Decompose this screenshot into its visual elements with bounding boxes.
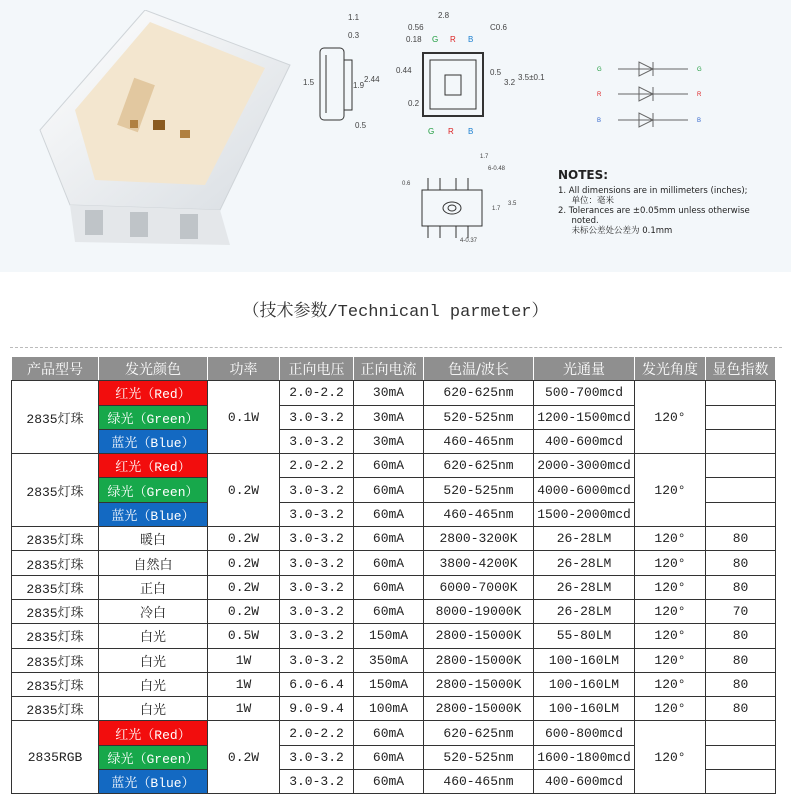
power-cell: 0.2W: [208, 551, 280, 575]
cct-cell: 3800-4200K: [424, 551, 534, 575]
model-cell: 2835灯珠: [12, 648, 99, 672]
model-cell: 2835灯珠: [12, 381, 99, 454]
cri-cell: 80: [706, 648, 776, 672]
angle-cell: 120°: [635, 624, 706, 648]
cct-cell: 520-525nm: [424, 745, 534, 769]
table-row: [12, 454, 776, 478]
flux-cell: 2000-3000mcd: [534, 454, 635, 478]
angle-cell: 120°: [635, 697, 706, 721]
color-cell: 正白: [99, 575, 208, 599]
cct-cell: 620-625nm: [424, 454, 534, 478]
flux-cell: 55-80LM: [534, 624, 635, 648]
column-header: 正向电压: [280, 357, 354, 381]
color-cell: 白光: [99, 624, 208, 648]
circuit-label: G: [697, 67, 702, 73]
table-row: [12, 599, 776, 623]
cri-cell: 80: [706, 551, 776, 575]
circuit-label: R: [697, 92, 702, 98]
cri-cell: [706, 429, 776, 453]
color-cell: 绿光（Green）: [99, 405, 208, 429]
dim-label: 3.5: [508, 201, 517, 207]
current-cell: 60mA: [354, 599, 424, 623]
led-chip-photo: [30, 10, 300, 250]
dim-label: C0.6: [490, 23, 507, 32]
power-cell: 0.1W: [208, 381, 280, 454]
table-row: [12, 721, 776, 745]
cri-cell: [706, 454, 776, 478]
dim-label: 1.5: [303, 78, 315, 87]
cct-cell: 6000-7000K: [424, 575, 534, 599]
voltage-cell: 2.0-2.2: [280, 381, 354, 405]
voltage-cell: 2.0-2.2: [280, 721, 354, 745]
angle-cell: 120°: [635, 527, 706, 551]
power-cell: 0.2W: [208, 599, 280, 623]
notes-title: NOTES:: [558, 168, 609, 182]
model-cell: 2835灯珠: [12, 672, 99, 696]
angle-cell: 120°: [635, 381, 706, 454]
pin-label: G: [432, 35, 439, 44]
note-line: 单位：毫米: [558, 196, 615, 206]
dim-label: 1.1: [348, 13, 360, 22]
cri-cell: 80: [706, 672, 776, 696]
dim-label: 1.7: [492, 206, 501, 212]
voltage-cell: 9.0-9.4: [280, 697, 354, 721]
color-cell: 红光（Red）: [99, 721, 208, 745]
cct-cell: 2800-15000K: [424, 648, 534, 672]
circuit-diagram: [618, 62, 688, 127]
voltage-cell: 3.0-3.2: [280, 599, 354, 623]
color-cell: 蓝光（Blue）: [99, 502, 208, 526]
cct-cell: 2800-15000K: [424, 672, 534, 696]
current-cell: 60mA: [354, 551, 424, 575]
power-cell: 1W: [208, 697, 280, 721]
cri-cell: [706, 770, 776, 794]
voltage-cell: 3.0-3.2: [280, 624, 354, 648]
power-cell: 0.5W: [208, 624, 280, 648]
angle-cell: 120°: [635, 648, 706, 672]
voltage-cell: 3.0-3.2: [280, 502, 354, 526]
cri-cell: 80: [706, 575, 776, 599]
dim-label: 0.5: [490, 68, 502, 77]
power-cell: 0.2W: [208, 527, 280, 551]
cri-cell: 70: [706, 599, 776, 623]
flux-cell: 26-28LM: [534, 551, 635, 575]
color-cell: 冷白: [99, 599, 208, 623]
current-cell: 100mA: [354, 697, 424, 721]
dim-label: 4-0.37: [460, 238, 478, 244]
current-cell: 60mA: [354, 478, 424, 502]
model-cell: 2835RGB: [12, 721, 99, 794]
dim-label: 0.3: [348, 31, 360, 40]
dim-label: 0.56: [408, 23, 424, 32]
table-row: [12, 672, 776, 696]
cct-cell: 620-625nm: [424, 721, 534, 745]
voltage-cell: 3.0-3.2: [280, 745, 354, 769]
cct-cell: 2800-3200K: [424, 527, 534, 551]
column-header: 发光角度: [635, 357, 706, 381]
cct-cell: 460-465nm: [424, 770, 534, 794]
dim-label: 3.2: [504, 78, 516, 87]
angle-cell: 120°: [635, 721, 706, 794]
column-header: 产品型号: [12, 357, 99, 381]
model-cell: 2835灯珠: [12, 624, 99, 648]
model-cell: 2835灯珠: [12, 454, 99, 527]
table-row: [12, 551, 776, 575]
voltage-cell: 3.0-3.2: [280, 405, 354, 429]
color-cell: 红光（Red）: [99, 381, 208, 405]
dim-label: 1.7: [480, 154, 489, 160]
column-header: 发光颜色: [99, 357, 208, 381]
dim-label: 3.5±0.1: [518, 73, 545, 82]
model-cell: 2835灯珠: [12, 697, 99, 721]
current-cell: 350mA: [354, 648, 424, 672]
color-cell: 绿光（Green）: [99, 745, 208, 769]
note-line: 1. All dimensions are in millimeters (inches);: [558, 186, 748, 196]
cri-cell: [706, 721, 776, 745]
current-cell: 60mA: [354, 770, 424, 794]
angle-cell: 120°: [635, 575, 706, 599]
color-cell: 自然白: [99, 551, 208, 575]
color-cell: 白光: [99, 648, 208, 672]
flux-cell: 100-160LM: [534, 672, 635, 696]
color-cell: 白光: [99, 672, 208, 696]
angle-cell: 120°: [635, 454, 706, 527]
voltage-cell: 3.0-3.2: [280, 648, 354, 672]
power-cell: 1W: [208, 672, 280, 696]
flux-cell: 400-600mcd: [534, 429, 635, 453]
current-cell: 60mA: [354, 527, 424, 551]
top-view-drawing: [423, 53, 483, 116]
cct-cell: 460-465nm: [424, 502, 534, 526]
pin-label: B: [468, 35, 474, 44]
note-line: 2. Tolerances are ±0.05mm unless otherwise: [558, 206, 750, 216]
power-cell: 0.2W: [208, 454, 280, 527]
dim-label: 0.18: [406, 35, 422, 44]
voltage-cell: 3.0-3.2: [280, 575, 354, 599]
power-cell: 0.2W: [208, 575, 280, 599]
model-cell: 2835灯珠: [12, 575, 99, 599]
spec-table: [11, 356, 776, 794]
current-cell: 150mA: [354, 672, 424, 696]
color-cell: 蓝光（Blue）: [99, 770, 208, 794]
side-view-drawing: [320, 48, 352, 120]
voltage-cell: 3.0-3.2: [280, 551, 354, 575]
dim-label: 2.8: [438, 11, 450, 20]
flux-cell: 1600-1800mcd: [534, 745, 635, 769]
current-cell: 150mA: [354, 624, 424, 648]
voltage-cell: 3.0-3.2: [280, 527, 354, 551]
cct-cell: 2800-15000K: [424, 697, 534, 721]
flux-cell: 500-700mcd: [534, 381, 635, 405]
current-cell: 30mA: [354, 429, 424, 453]
circuit-label: R: [597, 92, 602, 98]
cri-cell: 80: [706, 527, 776, 551]
note-line: 未标公差处公差为 0.1mm: [558, 226, 673, 236]
cri-cell: 80: [706, 624, 776, 648]
model-cell: 2835灯珠: [12, 527, 99, 551]
voltage-cell: 3.0-3.2: [280, 770, 354, 794]
angle-cell: 120°: [635, 551, 706, 575]
cri-cell: 80: [706, 697, 776, 721]
angle-cell: 120°: [635, 672, 706, 696]
product-image-panel: [0, 0, 791, 272]
notes: [558, 170, 750, 236]
table-row: [12, 697, 776, 721]
table-row: [12, 648, 776, 672]
circuit-label: B: [697, 118, 702, 124]
pin-label: G: [428, 127, 435, 136]
pin-label: R: [448, 127, 454, 136]
voltage-cell: 3.0-3.2: [280, 478, 354, 502]
dim-label: 0.44: [396, 66, 412, 75]
color-cell: 白光: [99, 697, 208, 721]
color-cell: 蓝光（Blue）: [99, 429, 208, 453]
column-header: 光通量: [534, 357, 635, 381]
flux-cell: 1500-2000mcd: [534, 502, 635, 526]
cct-cell: 520-525nm: [424, 478, 534, 502]
dim-label: 0.2: [408, 99, 420, 108]
circuit-label: G: [597, 67, 602, 73]
current-cell: 60mA: [354, 454, 424, 478]
cri-cell: [706, 745, 776, 769]
table-row: [12, 575, 776, 599]
flux-cell: 1200-1500mcd: [534, 405, 635, 429]
table-row: [12, 624, 776, 648]
table-row: [12, 527, 776, 551]
dim-label: 1.9: [353, 81, 365, 90]
dim-label: 6-0.48: [488, 166, 506, 172]
cct-cell: 520-525nm: [424, 405, 534, 429]
divider: [10, 347, 782, 348]
current-cell: 30mA: [354, 381, 424, 405]
model-cell: 2835灯珠: [12, 551, 99, 575]
pin-label: R: [450, 35, 456, 44]
dim-label: 2.44: [364, 75, 380, 84]
angle-cell: 120°: [635, 599, 706, 623]
note-line: noted.: [558, 216, 599, 226]
cct-cell: 460-465nm: [424, 429, 534, 453]
color-cell: 绿光（Green）: [99, 478, 208, 502]
flux-cell: 26-28LM: [534, 599, 635, 623]
flux-cell: 400-600mcd: [534, 770, 635, 794]
current-cell: 30mA: [354, 405, 424, 429]
voltage-cell: 6.0-6.4: [280, 672, 354, 696]
bottom-view-drawing: [422, 178, 482, 238]
flux-cell: 26-28LM: [534, 527, 635, 551]
cri-cell: [706, 405, 776, 429]
voltage-cell: 3.0-3.2: [280, 429, 354, 453]
pin-label: B: [468, 127, 474, 136]
column-header: 色温/波长: [424, 357, 534, 381]
cri-cell: [706, 381, 776, 405]
current-cell: 60mA: [354, 721, 424, 745]
dim-label: 0.5: [355, 121, 367, 130]
cct-cell: 2800-15000K: [424, 624, 534, 648]
flux-cell: 100-160LM: [534, 648, 635, 672]
current-cell: 60mA: [354, 745, 424, 769]
color-cell: 红光（Red）: [99, 454, 208, 478]
column-header: 功率: [208, 357, 280, 381]
flux-cell: 4000-6000mcd: [534, 478, 635, 502]
flux-cell: 100-160LM: [534, 697, 635, 721]
flux-cell: 600-800mcd: [534, 721, 635, 745]
column-header: 显色指数: [706, 357, 776, 381]
circuit-label: B: [597, 118, 602, 124]
power-cell: 0.2W: [208, 721, 280, 794]
flux-cell: 26-28LM: [534, 575, 635, 599]
column-header: 正向电流: [354, 357, 424, 381]
cri-cell: [706, 478, 776, 502]
cct-cell: 8000-19000K: [424, 599, 534, 623]
cri-cell: [706, 502, 776, 526]
section-title: （技术参数/Technicanl parmeter）: [242, 303, 549, 322]
current-cell: 60mA: [354, 575, 424, 599]
current-cell: 60mA: [354, 502, 424, 526]
model-cell: 2835灯珠: [12, 599, 99, 623]
voltage-cell: 2.0-2.2: [280, 454, 354, 478]
power-cell: 1W: [208, 648, 280, 672]
cct-cell: 620-625nm: [424, 381, 534, 405]
color-cell: 暖白: [99, 527, 208, 551]
table-row: [12, 381, 776, 405]
dim-label: 0.6: [402, 181, 411, 187]
